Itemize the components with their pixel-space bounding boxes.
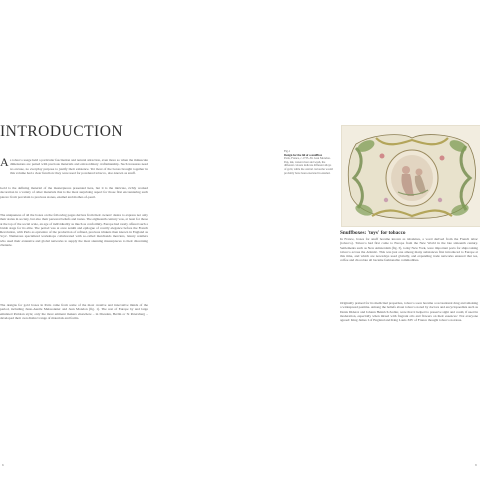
body-paragraph-3: The uniqueness of all the boxes on the following pages derives from their owners' desire to express not only their status in society, but also their personal beliefs and tastes. The eighteenth century was, at least for those at the top of the social scale, an age of individuality as much as conformity. Europe had rarely offered such a lavish stage for its elite. The period was at once zenith and epilogue of courtly elegance before the French Revolution, with Paris as epicentre of the production of refined, precious trinkets then known in England as 'toys'. Numerous specialized workshops collaborated with so-called marchands merciers, luxury retailers who used their extensive and global networks to supply the most stunning masterpieces to their discerning clientele. — [0, 213, 148, 248]
drop-cap: A — [0, 155, 9, 169]
caption-body: Paris, France, c.1735–36. Jean Mondon. Pen, ink, watercolour and wash, the different colours indicate different alloys of gold, while the central cartouche would probably have been executed in enamel. — [284, 156, 333, 175]
right-paragraph-1: In France, boxes for snuff became known as tabatières, a word derived from the French tabac (tobacco). Tobacco had first come to Europe from the New World in the late sixteenth century. Settlements such as New Amsterdam (fig. 3), today New York, were important ports for ships taking tobacco across the Atlantic. This was just one among many substances first introduced to Europe at this time, and which are nowadays used globally, and expanding trade networks ensured that tea, coffee and chocolate all became fashionable commodities. — [340, 237, 478, 263]
caption-title: Design for the lid of a snuffbox — [284, 152, 323, 157]
chapter-title: INTRODUCTION — [0, 123, 124, 140]
page-number-left: 6 — [2, 463, 4, 467]
page-number-right: 9 — [475, 463, 477, 467]
section-heading: Snuffboxes: 'toys' for tobacco — [340, 230, 406, 236]
caption-fig-number: Fig.1 — [284, 149, 291, 153]
body-paragraph-2: Gold is the defining material of the masterpieces presented here, but it is the intricate, richly worked decoration in a variety of other materials that is the most surprising aspect for those first encountering such pieces: from porcelain to precious stones, enamel and mother-of-pearl. — [0, 186, 148, 199]
right-paragraph-2: Originally praised for its medicinal properties, tobacco soon became a recreational drug and smoking a widespread pastime. Among the beliefs about tobacco noted by doctors and encyclopaedists such as Denis Diderot and Johann Heinrich Zedler, were that it helped to preserve sight and could, if used in moderation, especially when mixed with fragrant oils and flowers on their essences.' Not everyone agreed: King James I of England and King Louis XIV of France thought tobacco noxious. — [340, 301, 478, 323]
figure-caption — [284, 150, 334, 175]
ornament-drawing — [342, 126, 480, 226]
intro-paragraph: s tobacco usage held a particular fascination and natural attraction, even more so when the minuscule dimensions are paired with precious materials and extraordinary craftsmanship. Such treasures need no excuse, no everyday purpose to justify their existence. Yet most of the boxes brought together in this volume had a clear function: they were used for powdered tobacco, also known as snuff. — [10, 158, 148, 175]
body-paragraph-4: The designs for gold boxes in Paris came from some of the most creative and innovative minds of the period, including Juste-Aurèle Meissonnier and Jean Mondon (fig. 1). The rest of Europe by and large emulated Parisian style; only the most eminent makers elsewhere – in Dresden, Berlin or St Petersburg – developed their own distinct range of materials and forms. — [0, 303, 148, 320]
snuffbox-lid-illustration — [341, 125, 480, 227]
